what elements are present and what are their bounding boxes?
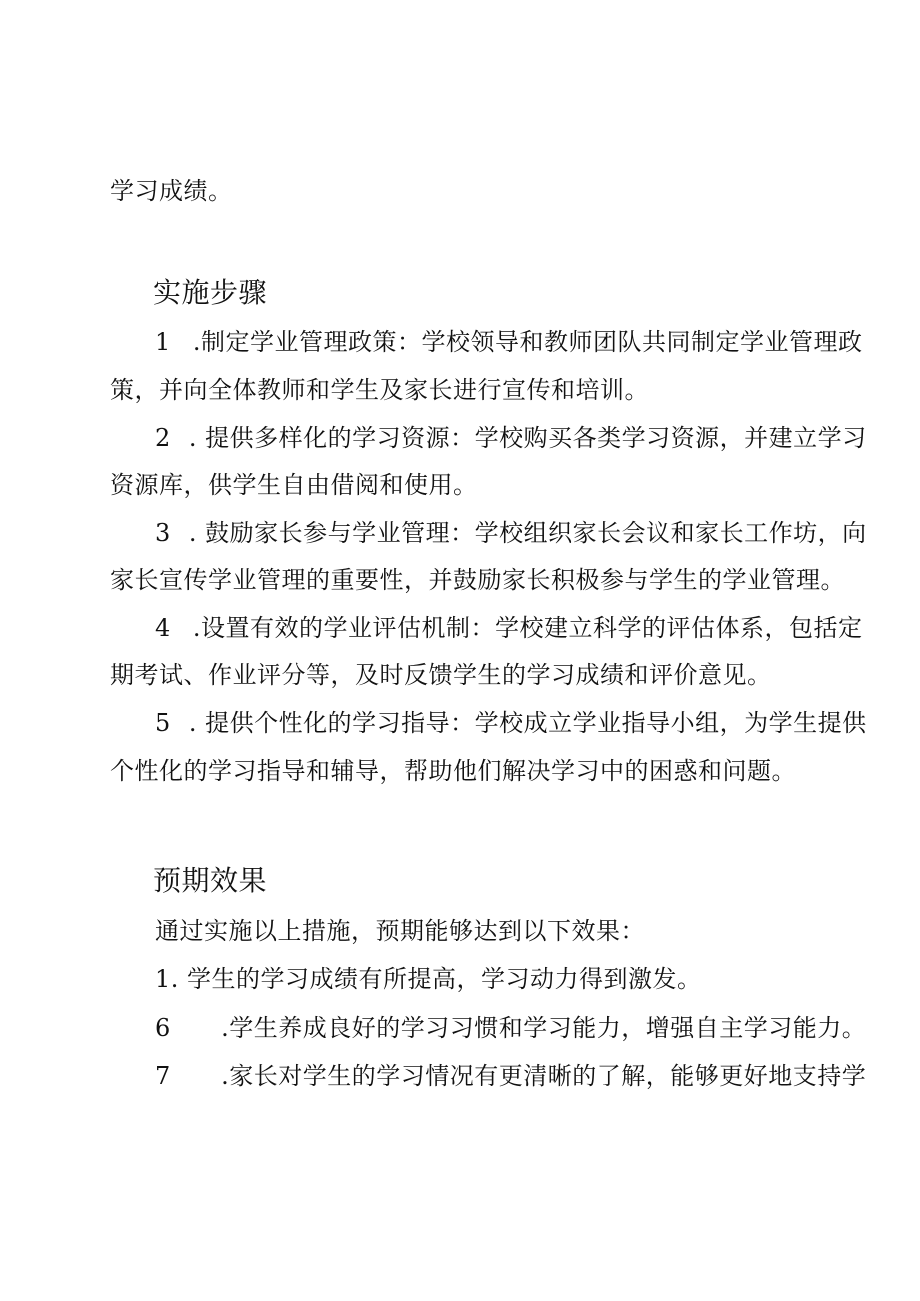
step-1-text: .制定学业管理政策：学校领导和教师团队共同制定学业管理政 [192,328,863,356]
step-2-line-2: 资源库，供学生自由借阅和使用。 [110,471,478,499]
step-1-line-1 [155,327,863,357]
step-3-line-1 [155,518,867,548]
effect-1-number: 1. [155,965,179,993]
carryover-text: 学习成绩。 [110,177,233,205]
effects-heading: 预期效果 [153,864,268,897]
step-4-text: .设置有效的学业评估机制：学校建立科学的评估体系，包括定 [192,614,863,642]
step-4-number: 4 [155,614,171,642]
step-4-line-2: 期考试、作业评分等，及时反馈学生的学习成绩和评价意见。 [110,661,772,689]
effect-7-text: .家长对学生的学习情况有更清晰的了解，能够更好地支持学 [221,1062,867,1090]
step-2-text: . 提供多样化的学习资源：学校购买各类学习资源，并建立学习 [188,424,867,452]
step-2-line-1 [155,423,867,453]
effect-7-number: 7 [155,1062,171,1090]
effect-1 [155,964,702,994]
effect-6 [155,1013,866,1043]
step-3-line-2: 家长宣传学业管理的重要性，并鼓励家长积极参与学生的学业管理。 [110,566,845,594]
step-5-text: . 提供个性化的学习指导：学校成立学业指导小组，为学生提供 [188,709,867,737]
step-5-line-1 [155,708,867,738]
effect-6-number: 6 [155,1014,171,1042]
steps-heading: 实施步骤 [153,276,268,309]
step-1-line-2: 策，并向全体教师和学生及家长进行宣传和培训。 [110,376,649,404]
step-2-number: 2 [155,424,171,452]
effect-1-text: 学生的学习成绩有所提高，学习动力得到激发。 [187,965,702,993]
step-4-line-1 [155,613,863,643]
step-5-number: 5 [155,709,171,737]
effect-6-text: .学生养成良好的学习习惯和学习能力，增强自主学习能力。 [221,1014,867,1042]
effects-intro: 通过实施以上措施，预期能够达到以下效果： [155,917,645,945]
effect-7 [155,1061,866,1091]
step-5-line-2: 个性化的学习指导和辅导，帮助他们解决学习中的困惑和问题。 [110,757,796,785]
step-3-text: . 鼓励家长参与学业管理：学校组织家长会议和家长工作坊，向 [188,519,867,547]
step-3-number: 3 [155,519,171,547]
step-1-number: 1 [155,328,171,356]
